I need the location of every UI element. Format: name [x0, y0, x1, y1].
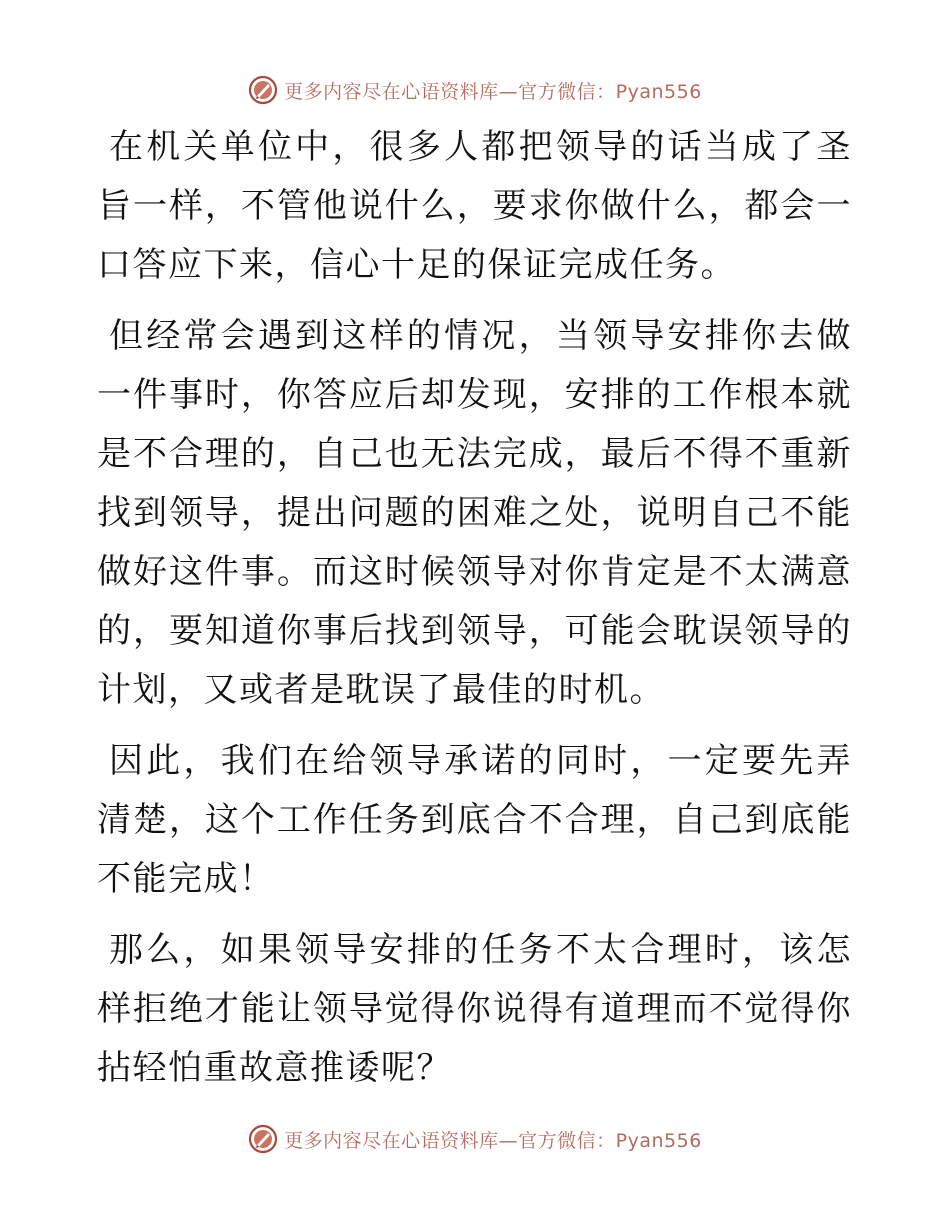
paragraph-3: 因此，我们在给领导承诺的同时，一定要先弄清楚，这个工作任务到底合不合理，自己到底能不能完成！ [97, 741, 852, 899]
watermark-text: 更多内容尽在心语资料库—官方微信：Pyan556 [284, 80, 702, 103]
document-body [97, 118, 852, 1110]
seal-pen-logo-icon [248, 75, 278, 105]
watermark-text: 更多内容尽在心语资料库—官方微信：Pyan556 [284, 1129, 702, 1152]
seal-pen-logo-icon [248, 1124, 278, 1154]
paragraph-1: 在机关单位中，很多人都把领导的话当成了圣旨一样，不管他说什么，要求你做什么，都会一口答应下来，信心十足的保证完成任务。 [97, 127, 852, 285]
paragraph-4: 那么，如果领导安排的任务不太合理时，该怎样拒绝才能让领导觉得你说得有道理而不觉得你拈轻怕重故意推诿呢？ [97, 930, 852, 1088]
header-watermark [0, 72, 950, 108]
footer-watermark [0, 1121, 950, 1157]
paragraph-2: 但经常会遇到这样的情况，当领导安排你去做一件事时，你答应后却发现，安排的工作根本就是不合理的，自己也无法完成，最后不得不重新找到领导，提出问题的困难之处，说明自己不能做好这件事。而这时候领导对你肯定是不太满意的，要知道你事后找到领导，可能会耽误领导的计划，又或者是耽误了最佳的时机。 [97, 316, 852, 710]
